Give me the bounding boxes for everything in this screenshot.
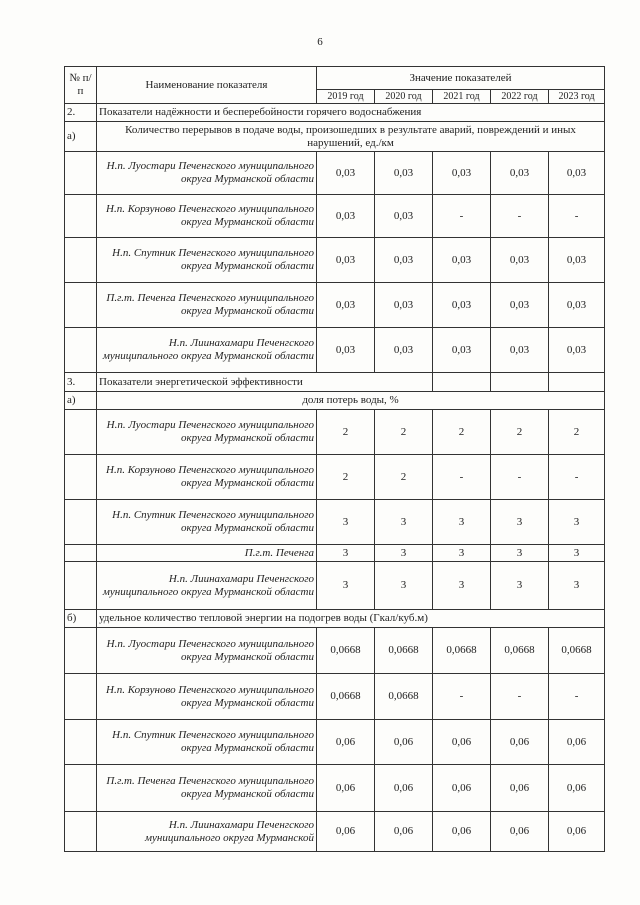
value-cell: 0,0668 <box>491 628 549 674</box>
row-number-cell <box>65 628 97 674</box>
value-cell: 3 <box>375 500 433 545</box>
value-cell: 3 <box>491 500 549 545</box>
locality-name: Н.п. Спутник Печенгского муниципального округа Мурманской области <box>97 238 317 283</box>
value-cell: - <box>491 195 549 238</box>
value-cell: - <box>491 674 549 720</box>
locality-name: Н.п. Луостари Печенгского муниципального округа Мурманской области <box>97 152 317 195</box>
locality-name: Н.п. Лиинахамари Печенгского муниципального округа Мурманской <box>97 812 317 852</box>
value-cell: 2 <box>375 410 433 455</box>
section-row <box>65 373 605 392</box>
empty-cell <box>433 373 491 392</box>
value-cell: 3 <box>433 545 491 562</box>
row-number-cell <box>65 152 97 195</box>
section-number: 3. <box>65 373 97 392</box>
section-row <box>65 104 605 122</box>
value-cell: 0,03 <box>375 328 433 373</box>
value-cell: 2 <box>317 410 375 455</box>
row-number-cell <box>65 238 97 283</box>
value-cell: 0,03 <box>375 152 433 195</box>
subsection-row <box>65 122 605 152</box>
locality-name: Н.п. Корзуново Печенгского муниципального округа Мурманской области <box>97 674 317 720</box>
table-row <box>65 628 605 674</box>
value-cell: 0,06 <box>375 812 433 852</box>
row-number-cell <box>65 545 97 562</box>
value-cell: 0,03 <box>491 152 549 195</box>
locality-name: П.г.т. Печенга <box>97 545 317 562</box>
value-cell: 0,06 <box>317 720 375 765</box>
value-cell: 0,03 <box>375 195 433 238</box>
value-cell: - <box>433 674 491 720</box>
value-cell: 3 <box>491 545 549 562</box>
locality-name: Н.п. Лиинахамари Печенгского муниципального округа Мурманской области <box>97 328 317 373</box>
value-cell: 0,03 <box>317 238 375 283</box>
value-cell: 0,03 <box>549 152 605 195</box>
table-row <box>65 765 605 812</box>
table-row <box>65 545 605 562</box>
value-cell: 0,03 <box>433 238 491 283</box>
year-header: 2022 год <box>491 90 549 104</box>
value-cell: 0,0668 <box>317 674 375 720</box>
value-cell: 3 <box>491 562 549 610</box>
value-cell: 2 <box>375 455 433 500</box>
value-cell: 3 <box>549 500 605 545</box>
value-cell: 2 <box>433 410 491 455</box>
value-cell: 0,0668 <box>375 628 433 674</box>
value-cell: 0,03 <box>549 283 605 328</box>
value-cell: 3 <box>375 545 433 562</box>
value-cell: 0,0668 <box>549 628 605 674</box>
value-cell: 0,0668 <box>317 628 375 674</box>
table-row <box>65 812 605 852</box>
empty-cell <box>549 373 605 392</box>
table-row <box>65 152 605 195</box>
table-row <box>65 674 605 720</box>
year-header: 2020 год <box>375 90 433 104</box>
value-cell: 0,06 <box>433 720 491 765</box>
row-number-cell <box>65 283 97 328</box>
value-cell: 0,06 <box>549 812 605 852</box>
value-cell: 2 <box>317 455 375 500</box>
subsection-number: б) <box>65 610 97 628</box>
value-cell: 0,06 <box>375 765 433 812</box>
value-cell: 0,06 <box>375 720 433 765</box>
value-cell: - <box>491 455 549 500</box>
table-row <box>65 238 605 283</box>
value-cell: 0,03 <box>433 328 491 373</box>
table-row <box>65 283 605 328</box>
value-cell: 0,06 <box>317 812 375 852</box>
table-row <box>65 455 605 500</box>
value-cell: - <box>433 455 491 500</box>
table-row <box>65 195 605 238</box>
row-number-cell <box>65 765 97 812</box>
value-cell: - <box>549 195 605 238</box>
value-cell: 0,03 <box>491 328 549 373</box>
value-cell: 0,03 <box>491 238 549 283</box>
subsection-title: доля потерь воды, % <box>97 392 605 410</box>
value-cell: 0,03 <box>375 283 433 328</box>
row-number-cell <box>65 562 97 610</box>
year-header: 2023 год <box>549 90 605 104</box>
locality-name: Н.п. Спутник Печенгского муниципального округа Мурманской области <box>97 720 317 765</box>
value-cell: 0,03 <box>491 283 549 328</box>
subsection-title: Количество перерывов в подаче воды, произошедших в результате аварий, повреждений и иных нарушений, ед./км <box>97 122 605 152</box>
subsection-number: а) <box>65 392 97 410</box>
value-cell: 0,03 <box>549 238 605 283</box>
value-cell: 3 <box>549 545 605 562</box>
value-cell: 0,03 <box>317 283 375 328</box>
subsection-row <box>65 392 605 410</box>
locality-name: П.г.т. Печенга Печенгского муниципального округа Мурманской области <box>97 765 317 812</box>
value-cell: 0,03 <box>433 283 491 328</box>
value-cell: 0,06 <box>491 812 549 852</box>
value-cell: 0,06 <box>491 720 549 765</box>
value-cell: 0,06 <box>549 720 605 765</box>
values-column-header: Значение показателей <box>317 67 605 90</box>
row-number-cell <box>65 674 97 720</box>
row-number-cell <box>65 328 97 373</box>
value-cell: 3 <box>433 562 491 610</box>
value-cell: 0,06 <box>433 765 491 812</box>
num-column-header: № п/п <box>65 67 97 104</box>
value-cell: 0,03 <box>317 195 375 238</box>
value-cell: 0,03 <box>433 152 491 195</box>
locality-name: Н.п. Лиинахамари Печенгского муниципального округа Мурманской области <box>97 562 317 610</box>
value-cell: 3 <box>375 562 433 610</box>
value-cell: 2 <box>549 410 605 455</box>
subsection-number: а) <box>65 122 97 152</box>
subsection-title: удельное количество тепловой энергии на подогрев воды (Гкал/куб.м) <box>97 610 605 628</box>
value-cell: 0,03 <box>549 328 605 373</box>
row-number-cell <box>65 455 97 500</box>
value-cell: - <box>433 195 491 238</box>
value-cell: 0,06 <box>317 765 375 812</box>
value-cell: - <box>549 455 605 500</box>
table-row <box>65 328 605 373</box>
table-row <box>65 562 605 610</box>
row-number-cell <box>65 500 97 545</box>
locality-name: Н.п. Спутник Печенгского муниципального округа Мурманской области <box>97 500 317 545</box>
value-cell: 0,06 <box>549 765 605 812</box>
value-cell: 3 <box>317 562 375 610</box>
value-cell: 3 <box>317 500 375 545</box>
year-header: 2019 год <box>317 90 375 104</box>
locality-name: Н.п. Луостари Печенгского муниципального округа Мурманской области <box>97 410 317 455</box>
value-cell: 3 <box>549 562 605 610</box>
row-number-cell <box>65 410 97 455</box>
value-cell: 3 <box>433 500 491 545</box>
value-cell: 2 <box>491 410 549 455</box>
name-column-header: Наименование показателя <box>97 67 317 104</box>
row-number-cell <box>65 195 97 238</box>
empty-cell <box>491 373 549 392</box>
value-cell: 0,0668 <box>375 674 433 720</box>
value-cell: 3 <box>317 545 375 562</box>
value-cell: 0,06 <box>433 812 491 852</box>
row-number-cell <box>65 720 97 765</box>
table-row <box>65 410 605 455</box>
section-title: Показатели энергетической эффективности <box>97 373 433 392</box>
subsection-row <box>65 610 605 628</box>
table-row <box>65 500 605 545</box>
section-title: Показатели надёжности и бесперебойности горячего водоснабжения <box>97 104 605 122</box>
locality-name: Н.п. Луостари Печенгского муниципального округа Мурманской области <box>97 628 317 674</box>
value-cell: 0,03 <box>317 152 375 195</box>
table-row <box>65 720 605 765</box>
page-number: 6 <box>317 36 323 48</box>
row-number-cell <box>65 812 97 852</box>
year-header: 2021 год <box>433 90 491 104</box>
value-cell: 0,03 <box>375 238 433 283</box>
section-number: 2. <box>65 104 97 122</box>
value-cell: - <box>549 674 605 720</box>
value-cell: 0,06 <box>491 765 549 812</box>
locality-name: Н.п. Корзуново Печенгского муниципального округа Мурманской области <box>97 455 317 500</box>
value-cell: 0,03 <box>317 328 375 373</box>
locality-name: Н.п. Корзуново Печенгского муниципального округа Мурманской области <box>97 195 317 238</box>
locality-name: П.г.т. Печенга Печенгского муниципального округа Мурманской области <box>97 283 317 328</box>
value-cell: 0,0668 <box>433 628 491 674</box>
indicators-table <box>64 66 605 852</box>
